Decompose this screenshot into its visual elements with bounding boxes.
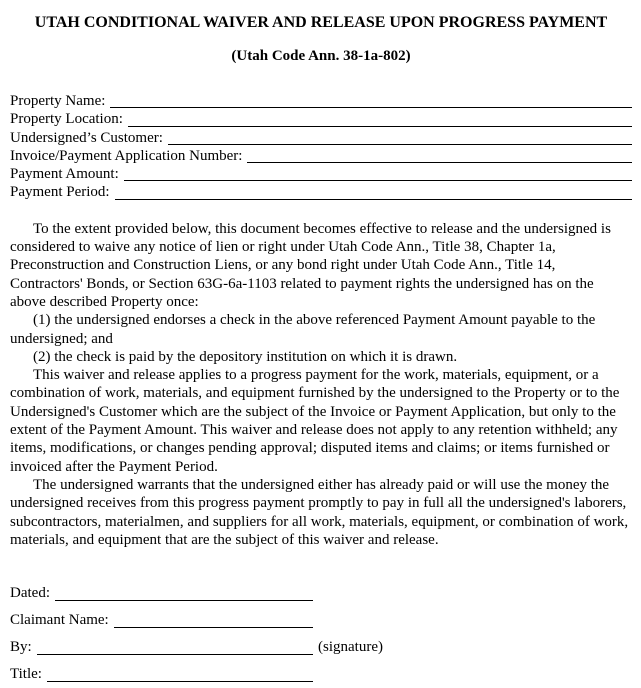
claimant-name-blank [114, 611, 313, 628]
payment-amount-label: Payment Amount: [10, 166, 119, 183]
property-name-blank [110, 92, 632, 108]
property-name-label: Property Name: [10, 93, 106, 109]
by-signature-blank [37, 638, 313, 655]
field-row-payment-period [10, 183, 632, 201]
paragraph-release-terms: To the extent provided below, this document becomes effective to release and the undersigned is considered to waive any notice of lien or right under Utah Code Ann., Title 38, Chapter 1a, Preconstruction and Construction Liens, or any bond right under Utah Code Ann., Title 14, Contractors' Bonds, or Section 63G-6a-1103 related to payment rights the undersigned has on the above described Property once: [10, 220, 611, 310]
payment-amount-blank [124, 165, 632, 181]
payment-period-label: Payment Period: [10, 184, 110, 201]
by-label: By: [10, 639, 32, 656]
property-location-label: Property Location: [10, 111, 123, 128]
dated-label: Dated: [10, 585, 50, 602]
sig-row-by [10, 638, 632, 657]
dated-blank [55, 584, 313, 601]
document-title: UTAH CONDITIONAL WAIVER AND RELEASE UPON PROGRESS PAYMENT [34, 14, 608, 31]
paragraph-scope: This waiver and release applies to a progress payment for the work, materials, equipment, or a combination of work, materials, and equipment furnished by the undersigned to the Property or to the Undersigned's Customer which are the subject of the Invoice or Payment Application, but only to the extent of the Payment Amount. This waiver and release does not apply to any retention withheld; any items, modifications, or changes pending approval; disputed items and claims; or items furnished or invoiced after the Payment Period. [10, 367, 620, 475]
invoice-number-blank [247, 147, 632, 163]
undersigneds-customer-blank [168, 129, 632, 145]
header-fields [10, 92, 632, 202]
sig-main-title [10, 665, 313, 684]
signature-block [10, 584, 632, 684]
field-row-property-name [10, 92, 632, 110]
paragraph-condition-1: (1) the undersigned endorses a check in the above referenced Payment Amount payable to the undersigned; and [10, 312, 596, 347]
invoice-number-label: Invoice/Payment Application Number: [10, 147, 243, 164]
field-row-property-location [10, 110, 632, 128]
signature-annotation: (signature) [318, 639, 383, 656]
paragraph-warranty: The undersigned warrants that the undersigned either has already paid or will use the money the undersigned receives from this progress payment promptly to pay in full all the undersigned's laborers, subcontractors, materialmen, and suppliers for all work, materials, equipment, or combination of work, materials, and equipment that are the subject of this waiver and release. [10, 476, 629, 548]
claimant-name-label: Claimant Name: [10, 612, 109, 629]
title-label: Title: [10, 666, 42, 683]
paragraph-condition-2: (2) the check is paid by the depository institution on which it is drawn. [33, 348, 458, 365]
field-row-undersigneds-customer [10, 129, 632, 147]
sig-main-claimant-name [10, 611, 313, 630]
property-location-blank [128, 110, 632, 126]
document-subtitle: (Utah Code Ann. 38-1a-802) [231, 48, 411, 64]
title-blank [47, 665, 313, 682]
sig-row-title [10, 665, 632, 684]
sig-main-dated [10, 584, 313, 603]
field-row-invoice-number [10, 147, 632, 165]
payment-period-blank [115, 183, 632, 199]
undersigneds-customer-label: Undersigned’s Customer: [10, 129, 163, 146]
sig-main-by [10, 638, 313, 657]
document-body [10, 220, 632, 549]
sig-row-dated [10, 584, 632, 603]
sig-row-claimant-name [10, 611, 632, 630]
field-row-payment-amount [10, 165, 632, 183]
